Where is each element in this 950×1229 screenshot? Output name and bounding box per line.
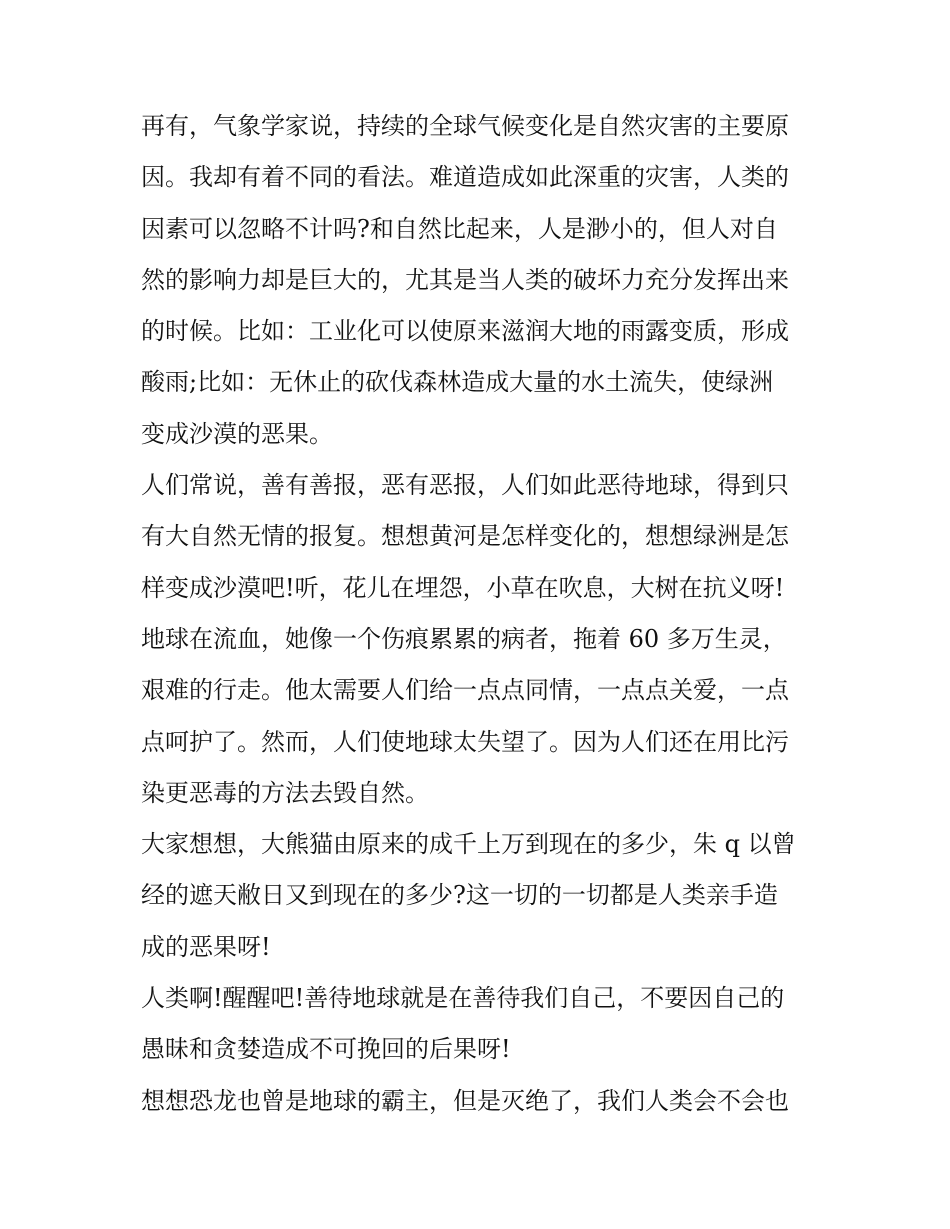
text-line: 大家想想，大熊猫由原来的成千上万到现在的多少，朱 q 以曾 — [141, 830, 796, 859]
text-line: 经的遮天敝日又到现在的多少?这一切的一切都是人类亲手造 — [141, 881, 778, 910]
text-line: 变成沙漠的恶果。 — [141, 419, 333, 448]
text-line: 然的影响力却是巨大的，尤其是当人类的破坏力充分发挥出来 — [141, 265, 789, 294]
text-line: 想想恐龙也曾是地球的霸主，但是灭绝了，我们人类会不会也 — [141, 1086, 789, 1115]
text-line: 有大自然无情的报复。想想黄河是怎样变化的，想想绿洲是怎 — [141, 522, 789, 551]
text-line: 酸雨;比如：无休止的砍伐森林造成大量的水土流失，使绿洲 — [141, 368, 774, 397]
essay-text — [141, 101, 821, 1127]
text-line: 的时候。比如：工业化可以使原来滋润大地的雨露变质，形成 — [141, 317, 789, 346]
text-line: 愚昧和贪婪造成不可挽回的后果呀! — [141, 1035, 511, 1064]
text-line: 因素可以忽略不计吗?和自然比起来，人是渺小的，但人对自 — [141, 214, 778, 243]
text-line: 样变成沙漠吧!听，花儿在埋怨，小草在吹息，大树在抗义呀! — [141, 573, 785, 602]
text-line: 艰难的行走。他太需要人们给一点点同情，一点点关爱，一点 — [141, 676, 789, 705]
text-line: 地球在流血，她像一个伤痕累累的病者，拖着 60 多万生灵， — [141, 624, 787, 653]
text-line: 人们常说，善有善报，恶有恶报，人们如此恶待地球，得到只 — [141, 471, 789, 500]
text-line: 成的恶果呀! — [141, 932, 271, 961]
text-line: 点呵护了。然而，人们使地球太失望了。因为人们还在用比污 — [141, 727, 789, 756]
text-line: 染更恶毒的方法去毁自然。 — [141, 778, 429, 807]
text-line: 人类啊!醒醒吧!善待地球就是在善待我们自己，不要因自己的 — [141, 984, 785, 1013]
text-line: 再有，气象学家说，持续的全球气候变化是自然灾害的主要原 — [141, 112, 789, 140]
text-line: 因。我却有着不同的看法。难道造成如此深重的灾害，人类的 — [141, 163, 789, 192]
